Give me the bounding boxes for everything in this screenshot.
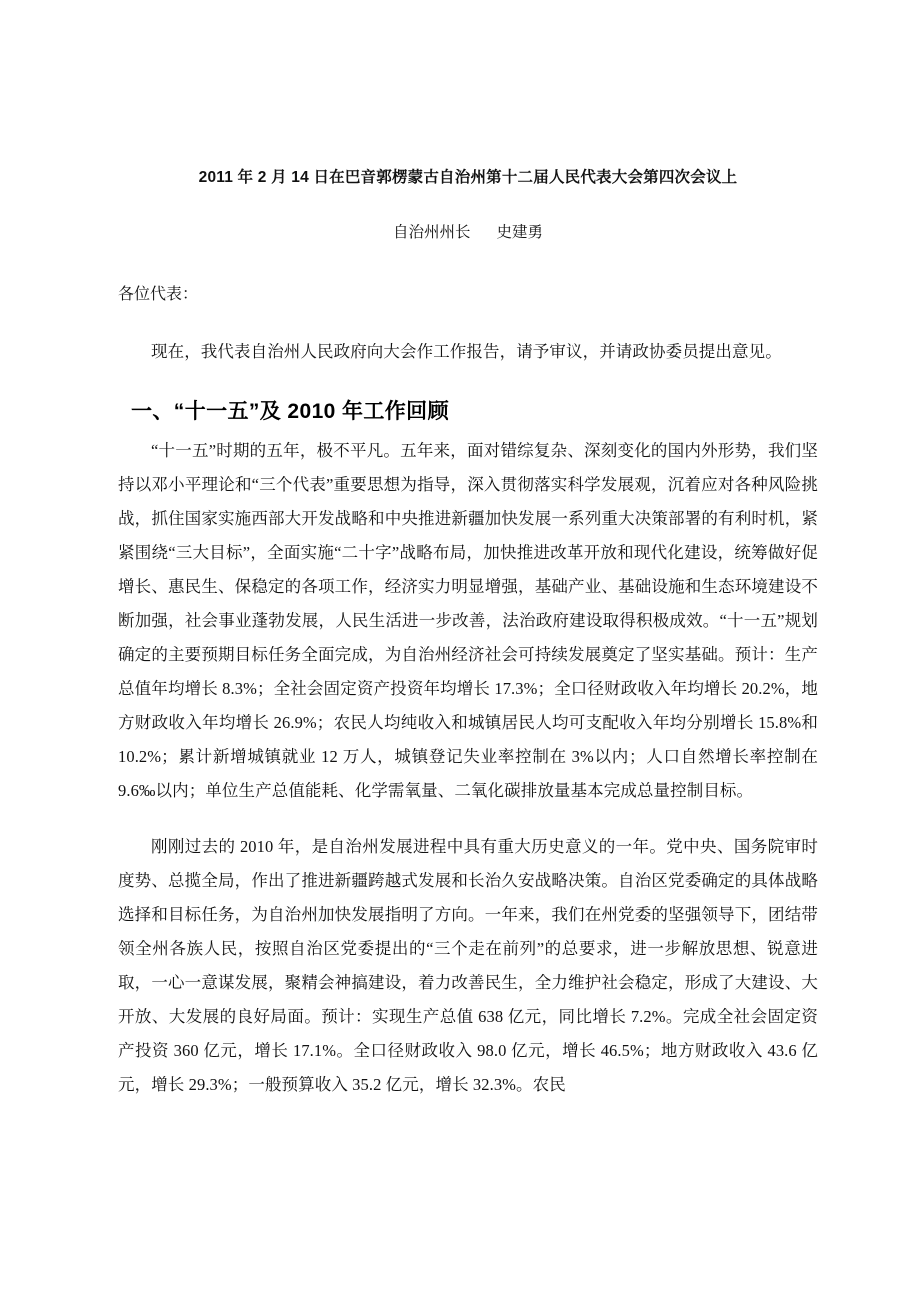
document-byline: [118, 190, 818, 245]
byline-role: 自治州州长: [392, 224, 471, 242]
document-title-line: 2011 年 2 月 14 日在巴音郭楞蒙古自治州第十二届人民代表大会第四次会议上: [198, 169, 738, 186]
salutation: 各位代表：: [118, 286, 199, 304]
intro-paragraph: 现在，我代表自治州人民政府向大会作工作报告，请予审议，并请政协委员提出意见。: [151, 342, 782, 362]
section-heading-one: 一、“十一五”及 2010 年工作回顾: [131, 400, 449, 424]
body-paragraph-1: “十一五”时期的五年，极不平凡。五年来，面对错综复杂、深刻变化的国内外形势，我们坚持以邓小平理论和“三个代表”重要思想为指导，深入贯彻落实科学发展观，沉着应对各种风险挑战，抓住国家实施西部大开发战略和中央推进新疆加快发展一系列重大决策部署的有利时机，紧紧围绕“三大目标”，全面实施“二十字”战略布局，加快推进改革开放和现代化建设，统筹做好促增长、惠民生、保稳定的各项工作，经济实力明显增强，基础产业、基础设施和生态环境建设不断加强，社会事业蓬勃发展，人民生活进一步改善，法治政府建设取得积极成效。“十一五”规划确定的主要预期目标任务全面完成，为自治州经济社会可持续发展奠定了坚实基础。预计：生产总值年均增长 8.3%；全社会固定资产投资年均增长 17.3%；全口径财政收入年均增长 20.2%，地方财政收入年均增长 26.9%；农民人均纯收入和城镇居民人均可支配收入年均分别增长 15.8%和 10.2%；累计新增城镇就业 12 万人，城镇登记失业率控制在 3%以内；人口自然增长率控制在 9.6‰以内；单位生产总值能耗、化学需氧量、二氧化碳排放量基本完成总量控制目标。: [118, 441, 818, 801]
byline-name: 史建勇: [496, 224, 544, 242]
body-paragraph-2: 刚刚过去的 2010 年，是自治州发展进程中具有重大历史意义的一年。党中央、国务院审时度势、总揽全局，作出了推进新疆跨越式发展和长治久安战略决策。自治区党委确定的具体战略选择和目标任务，为自治州加快发展指明了方向。一年来，我们在州党委的坚强领导下，团结带领全州各族人民，按照自治区党委提出的“三个走在前列”的总要求，进一步解放思想、锐意进取，一心一意谋发展，聚精会神搞建设，着力改善民生，全力维护社会稳定，形成了大建设、大开放、大发展的良好局面。预计：实现生产总值 638 亿元，同比增长 7.2%。完成全社会固定资产投资 360 亿元，增长 17.1%。全口径财政收入 98.0 亿元，增长 46.5%；地方财政收入 43.6 亿元，增长 29.3%；一般预算收入 35.2 亿元，增长 32.3%。农民: [118, 837, 818, 1095]
document-content-column: [118, 0, 818, 1102]
